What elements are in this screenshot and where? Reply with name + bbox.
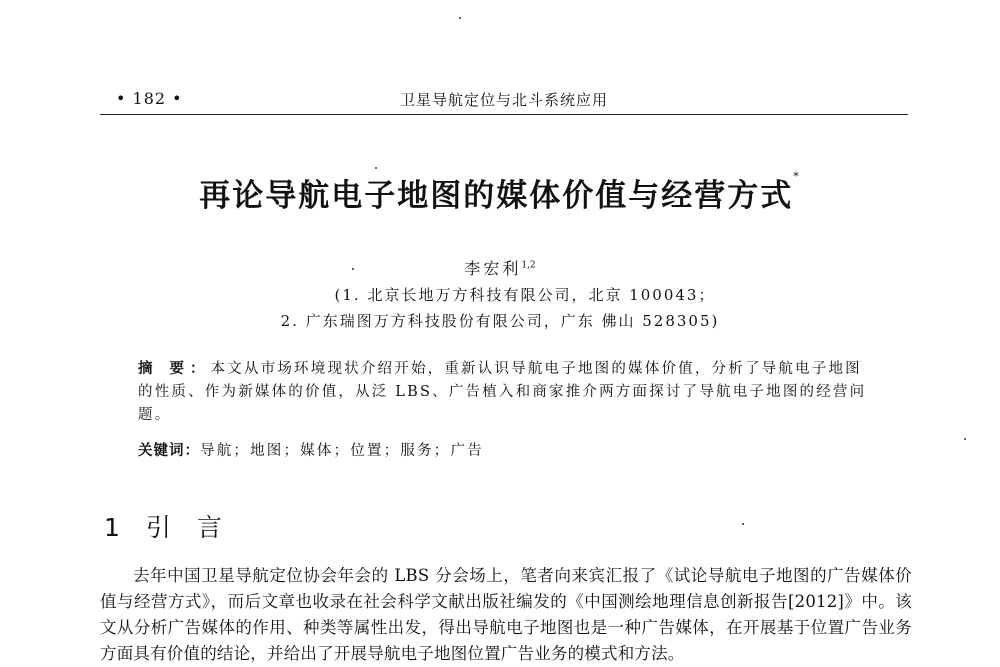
author [0,256,1000,279]
keywords-label: 关键词： [138,442,200,459]
body-paragraph: 去年中国卫星导航定位协会年会的 LBS 分会场上，笔者向来宾汇报了《试论导航电子地图的广告媒体价值与经营方式》，而后文章也收录在社会科学文献出版社编发的《中国测绘地理信息创新报告[2012]》中。该文从分析广告媒体的作用、种类等属性出发，得出导航电子地图也是一种广告媒体，在开展基于位置广告业务方面具有价值的结论，并给出了开展导航电子地图位置广告业务的模式和方法。 [100,566,912,663]
running-title: 卫星导航定位与北斗系统应用 [400,91,609,109]
section-title: 引言 [145,513,248,542]
section-number: 1 [104,513,120,542]
page-number: • 182 • [116,89,183,108]
affiliation-1: (1. 北京长地万方科技有限公司，北京 100043； [334,286,716,304]
keywords [138,439,484,460]
scan-speck [375,167,377,169]
title-footnote-mark: * [793,170,801,183]
affiliation-2: 2. 广东瑞图万方科技股份有限公司，广东 佛山 528305) [280,312,720,330]
abstract-label: 摘 要： [138,360,211,377]
scan-speck [742,523,744,525]
abstract-text: 本文从市场环境现状介绍开始，重新认识导航电子地图的媒体价值，分析了导航电子地图的性质、作为新媒体的价值，从泛 LBS、广告植入和商家推介两方面探讨了导航电子地图的经营问题。 [138,361,867,423]
scan-speck [459,17,461,19]
scan-speck [352,268,354,270]
header-rule [100,114,908,115]
abstract [138,357,878,427]
author-name: 李宏利 [464,259,522,278]
author-affiliation-marks: 1,2 [521,260,536,271]
section-heading [104,508,248,544]
scan-speck [964,438,966,440]
paper-title-text: 再论导航电子地图的媒体价值与经营方式 [199,178,794,214]
paper-title [0,170,1000,215]
keywords-text: 导航；地图；媒体；位置；服务；广告 [200,443,484,459]
